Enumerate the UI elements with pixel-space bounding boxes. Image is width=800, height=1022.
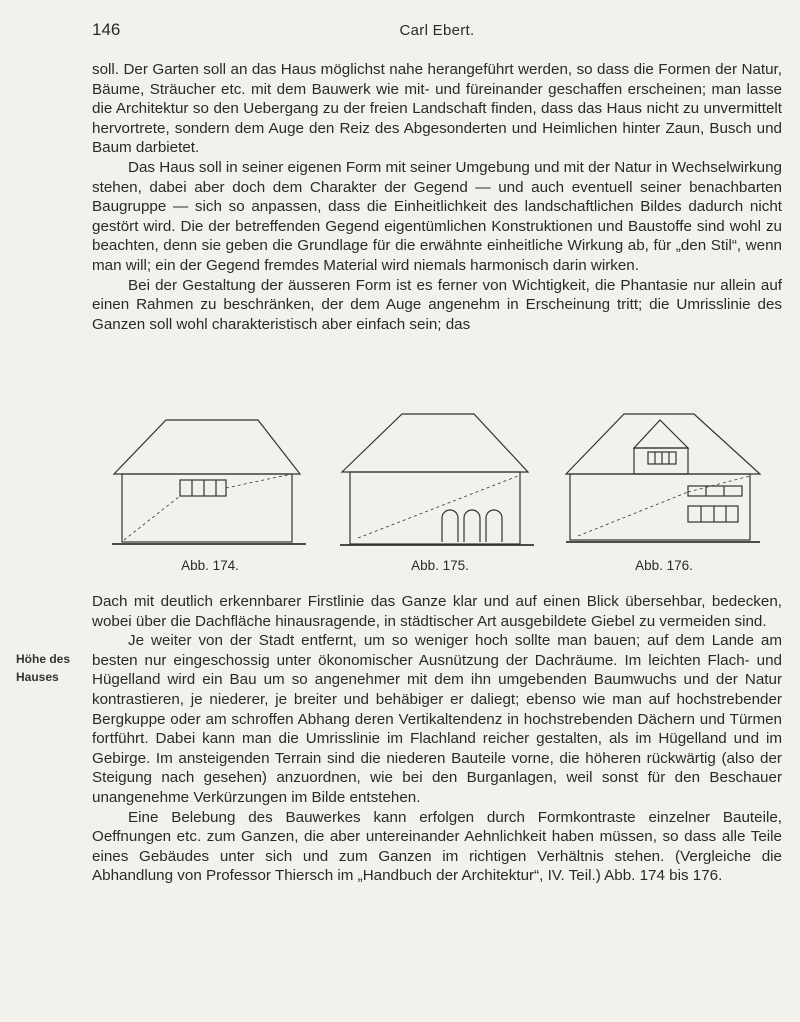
text-block-top: [92, 60, 782, 334]
text-block-bottom: [92, 592, 782, 886]
margin-note-line: Hauses: [16, 670, 59, 684]
page-number: 146: [92, 20, 121, 39]
paragraph: Dach mit deutlich erkennbarer Firstlinie das Ganze klar und auf einen Blick übersehbar, bedecken, wobei über die Dachfläche hinausragende, in städtischer Art ausgebildete Giebel zu vermeiden sind.: [92, 593, 782, 630]
house-drawing-175: [338, 412, 538, 552]
figure-174: [110, 412, 310, 573]
house-drawing-174: [110, 412, 310, 552]
paragraph: Je weiter von der Stadt entfernt, um so weniger hoch sollte man bauen; auf dem Lande am besten nur eingeschossig unter ökonomischer Ausnützung der Dachräume. Im leichten Flach- und Hügelland wird ein Bau um so angenehmer mit dem ihn umgebenden Baumwuchs und der Natur kontrastieren, je niederer, je breiter und behäbiger er daliegt; ebenso wie man auf hochstrebender Bergkuppe oder am schroffen Abhang deren Vertikaltendenz in hochstrebenden Dächern und Türmen fortführt. Dabei kann man die Umrisslinie im Flachland reicher gestalten, als im Hügelland und im Gebirge. Im ansteigenden Terrain sind die niederen Bauteile vorne, die höheren rückwärtig (also der Steigung nach gesehen) anzuordnen, wie bei den Burganlagen, weil sonst für den Beschauer unangenehme Verkürzungen im Bilde entstehen.: [92, 632, 782, 806]
margin-note-line: Höhe des: [16, 652, 71, 666]
margin-note: [16, 650, 78, 686]
figure-caption: Abb. 175.: [411, 558, 469, 573]
paragraph: Bei der Gestaltung der äusseren Form ist es ferner von Wichtigkeit, die Phantasie nur allein auf einen Rahmen zu beschränken, der dem Auge angenehm in Erscheinung tritt; die Umrisslinie des Ganzen soll wohl charakteristisch aber einfach sein; das: [92, 276, 782, 333]
paragraph: soll. Der Garten soll an das Haus möglichst nahe herangeführt werden, so dass die Formen der Natur, Bäume, Sträucher etc. mit dem Bauwerk wie mit- und füreinander geschaffen erscheinen; man lasse die Architektur so den Uebergang zu der freien Landschaft finden, dass das Haus nicht zu unvermittelt hervortrete, sondern dem Auge den Reiz des Abgesonderten und Heimlichen hinter Zaun, Busch und Baum darbietet.: [92, 61, 782, 157]
figure-caption: Abb. 174.: [181, 558, 239, 573]
paragraph: Das Haus soll in seiner eigenen Form mit seiner Umgebung und mit der Natur in Wechselwirkung stehen, dabei aber doch dem Charakter der Gegend — und auch eventuell seiner benachbarten Baugruppe — sich so anpassen, dass die Einheitlichkeit des landschaftlichen Bildes dadurch nicht gestört wird. Die der betreffenden Gegend eigentümlichen Konstruktionen und Baustoffe sind wohl zu beachten, denn sie geben die Grundlage für die erwähnte einheitliche Wirkung ab, für „den Stil“, wenn man will; ein der Gegend fremdes Material wird niemals harmonisch darin wirken.: [92, 158, 782, 274]
figure-175: [338, 412, 538, 573]
house-drawing-176: [564, 412, 764, 552]
paragraph: Eine Belebung des Bauwerkes kann erfolgen durch Formkontraste einzelner Bauteile, Oeffnungen etc. zum Ganzen, die aber untereinander Aehnlichkeit haben müssen, so dass alle Teile eines Gebäudes unter sich und zum Ganzen im richtigen Verhältnis stehen. (Vergleiche die Abhandlung von Professor Thiersch im „Handbuch der Architektur“, IV. Teil.) Abb. 174 bis 176.: [92, 808, 782, 885]
figure-caption: Abb. 176.: [635, 558, 693, 573]
running-head: Carl Ebert.: [399, 22, 475, 39]
figure-176: [564, 412, 764, 573]
page-header: [92, 20, 782, 44]
figures-row: [110, 412, 760, 582]
